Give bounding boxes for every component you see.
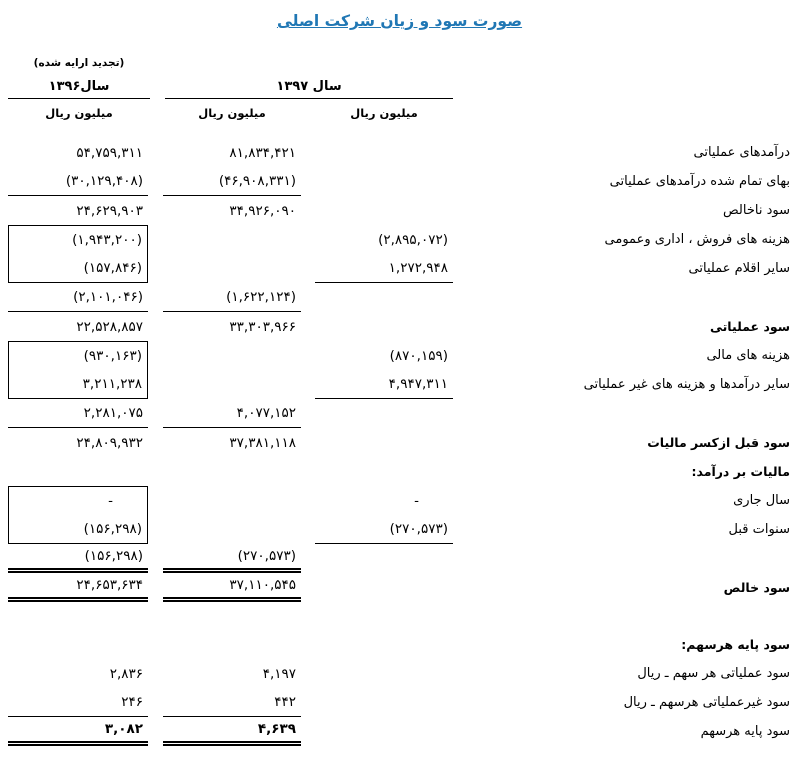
table-row <box>0 544 799 573</box>
value-1397-main: ۸۱,۸۳۴,۴۲۱ <box>229 144 296 161</box>
row-label: سود پایه هرسهم: <box>681 637 790 652</box>
value-1396: (۱۵۷,۸۴۶) <box>8 254 148 283</box>
row-label: سود پایه هرسهم <box>700 724 790 739</box>
table-row <box>0 399 799 428</box>
value-1396: (۲,۱۰۱,۰۴۶) <box>8 283 148 312</box>
value-1396: (۱۵۶,۲۹۸) <box>8 515 148 544</box>
table-row <box>0 370 799 399</box>
table-row <box>0 717 799 746</box>
value-1397-main: ۴۴۲ <box>163 688 301 717</box>
row-label: سود ناخالص <box>723 203 790 218</box>
value-1397-main: (۴۶,۹۰۸,۳۳۱) <box>163 167 301 196</box>
table-row <box>0 225 799 254</box>
row-label: سنوات قبل <box>728 522 790 537</box>
table-row <box>0 659 799 688</box>
row-label: سود قبل ازکسر مالیات <box>647 435 790 450</box>
value-1397-main: ۴,۱۹۷ <box>262 665 296 682</box>
value-1397-main: (۱,۶۲۲,۱۲۴) <box>163 283 301 312</box>
restated-note: (تجدید ارایه شده) <box>33 57 125 69</box>
table-row <box>0 341 799 370</box>
value-1397-main: ۴,۰۷۷,۱۵۲ <box>163 399 301 428</box>
column-header-year-1397: سال ۱۳۹۷ <box>165 75 453 99</box>
table-row <box>0 167 799 196</box>
value-1396: ۲۴,۸۰۹,۹۳۲ <box>76 434 143 451</box>
row-label: سال جاری <box>733 493 790 508</box>
value-1396: ۳,۰۸۲ <box>8 717 148 746</box>
value-1396: (۱۵۶,۲۹۸) <box>8 544 148 573</box>
value-1397-detail: (۸۷۰,۱۵۹) <box>389 347 448 364</box>
row-label: سود عملیاتی هر سهم ـ ریال <box>637 666 790 681</box>
value-1396: ۲,۲۸۱,۰۷۵ <box>8 399 148 428</box>
value-1397-main: ۳۷,۱۱۰,۵۴۵ <box>163 573 301 602</box>
table-row <box>0 573 799 602</box>
row-label: سود عملیاتی <box>709 319 790 334</box>
value-1396: ۲۲,۵۲۸,۸۵۷ <box>76 318 143 335</box>
value-1396: ۲,۸۳۶ <box>109 665 143 682</box>
table-row <box>0 254 799 283</box>
value-1397-main: ۴,۶۳۹ <box>163 717 301 746</box>
row-label: سود خالص <box>723 580 790 595</box>
table-row <box>0 138 799 167</box>
value-1397-main: ۳۷,۳۸۱,۱۱۸ <box>229 434 296 451</box>
value-1397-detail: (۲,۸۹۵,۰۷۲) <box>378 231 448 248</box>
table-row <box>0 630 799 659</box>
value-1397-detail: (۲۷۰,۵۷۳) <box>315 515 453 544</box>
statement-table <box>0 138 799 746</box>
value-1397-main: ۳۴,۹۲۶,۰۹۰ <box>229 202 296 219</box>
value-1397-main: (۲۷۰,۵۷۳) <box>163 544 301 573</box>
table-row <box>0 196 799 225</box>
unit-label-1397-main: میلیون ریال <box>198 106 266 120</box>
row-label: سایر درآمدها و هزینه های غیر عملیاتی <box>583 377 790 392</box>
value-1397-main: ۳۳,۳۰۳,۹۶۶ <box>229 318 296 335</box>
value-1396: ۲۴,۶۲۹,۹۰۳ <box>76 202 143 219</box>
table-row <box>0 283 799 312</box>
table-row <box>0 486 799 515</box>
row-label <box>460 544 790 573</box>
table-row <box>0 457 799 486</box>
row-label: مالیات بر درآمد: <box>691 464 790 479</box>
table-row <box>0 312 799 341</box>
table-row <box>0 515 799 544</box>
row-label: درآمدهای عملیاتی <box>693 145 790 160</box>
statement-title: صورت سود و زیان شرکت اصلی <box>276 12 523 30</box>
spacer-row <box>0 602 799 630</box>
value-1396: (۹۳۰,۱۶۳) <box>8 341 148 370</box>
value-1396: ۲۴۶ <box>8 688 148 717</box>
value-1396: ۲۴,۶۵۳,۶۳۴ <box>8 573 148 602</box>
unit-label-1396: میلیون ریال <box>45 106 113 120</box>
value-1397-detail: - <box>414 492 419 509</box>
row-label <box>460 283 790 312</box>
row-label: بهای تمام شده درآمدهای عملیاتی <box>609 174 790 189</box>
table-row <box>0 688 799 717</box>
value-1396: ۵۴,۷۵۹,۳۱۱ <box>76 144 143 161</box>
table-row <box>0 428 799 457</box>
value-1396: (۱,۹۴۳,۲۰۰) <box>8 225 148 254</box>
row-label <box>460 399 790 428</box>
column-header-year-1396: سال۱۳۹۶ <box>8 75 150 99</box>
row-label: سود غیرعملیاتی هرسهم ـ ریال <box>623 695 790 710</box>
row-label: هزینه های فروش ، اداری وعمومی <box>604 232 790 247</box>
row-label: هزینه های مالی <box>706 348 790 363</box>
value-1396: - <box>8 486 148 515</box>
unit-label-1397-detail: میلیون ریال <box>350 106 418 120</box>
value-1397-detail: ۱,۲۷۲,۹۴۸ <box>315 254 453 283</box>
value-1396: (۳۰,۱۲۹,۴۰۸) <box>8 167 148 196</box>
value-1397-detail: ۴,۹۴۷,۳۱۱ <box>315 370 453 399</box>
value-1396: ۳,۲۱۱,۲۳۸ <box>8 370 148 399</box>
row-label: سایر اقلام عملیاتی <box>688 261 790 276</box>
